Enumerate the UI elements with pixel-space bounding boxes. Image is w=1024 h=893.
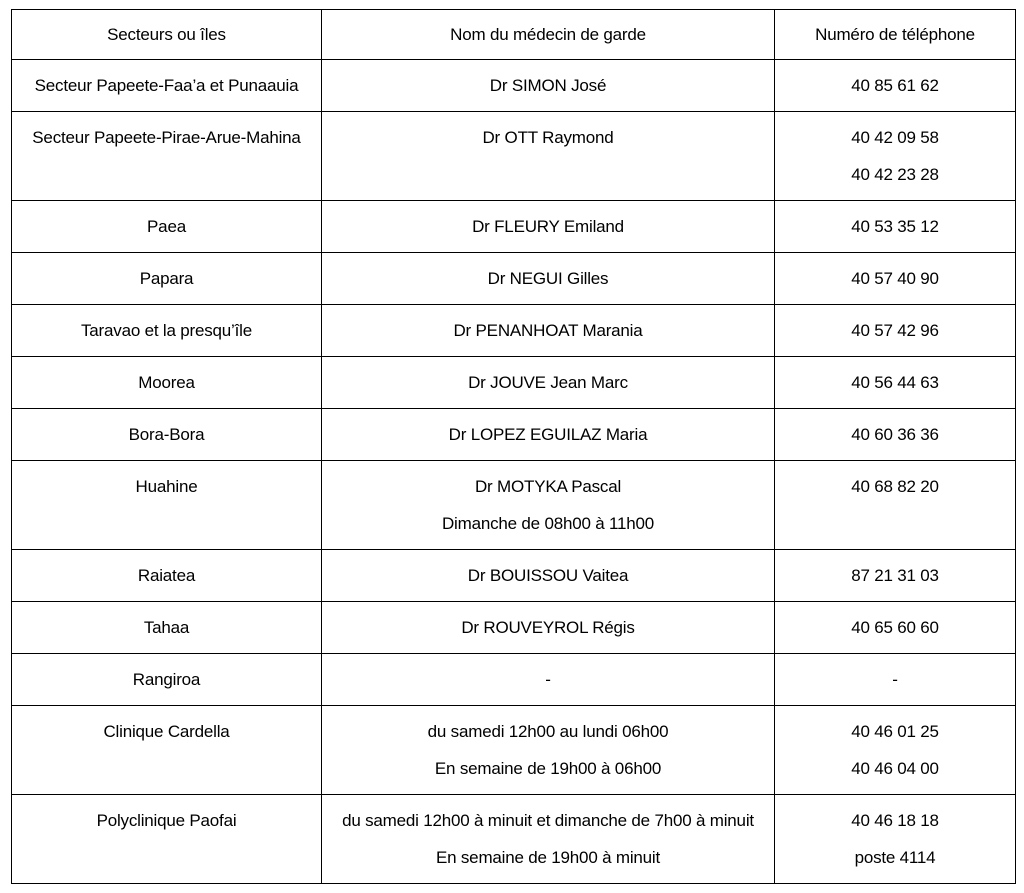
phone-cell (775, 706, 1016, 795)
header-sector: Secteurs ou îles (12, 10, 322, 60)
on-call-doctors-table (11, 9, 1016, 884)
phone-cell (775, 112, 1016, 201)
sector-cell-line: Paea (147, 217, 186, 236)
phone-cell-line: 40 85 61 62 (851, 76, 939, 95)
phone-cell (775, 550, 1016, 602)
phone-cell-line: 40 57 42 96 (851, 321, 939, 340)
phone-cell-line: 40 53 35 12 (851, 217, 939, 236)
sector-cell (12, 654, 322, 706)
table-row (12, 253, 1016, 305)
sector-cell-line: Taravao et la presqu’île (81, 321, 252, 340)
doctor-cell (322, 461, 775, 550)
sector-cell-line: Rangiroa (132, 670, 201, 689)
phone-cell (775, 201, 1016, 253)
phone-cell-line: 40 42 23 28 (851, 165, 939, 184)
table-header (12, 10, 1016, 60)
doctor-cell-line: Dr BOUISSOU Vaitea (467, 566, 629, 585)
sector-cell (12, 795, 322, 884)
phone-cell (775, 60, 1016, 112)
doctor-cell (322, 795, 775, 884)
sector-cell (12, 706, 322, 795)
doctor-cell-line: En semaine de 19h00 à 06h00 (434, 759, 662, 778)
table-row (12, 60, 1016, 112)
phone-cell-line: 40 68 82 20 (851, 477, 939, 496)
phone-cell (775, 357, 1016, 409)
sector-cell-line: Tahaa (143, 618, 190, 637)
doctor-cell-line: Dr PENANHOAT Marania (453, 321, 643, 340)
table-row (12, 706, 1016, 795)
doctor-cell-line: En semaine de 19h00 à minuit (435, 848, 661, 867)
phone-cell (775, 253, 1016, 305)
table-row (12, 795, 1016, 884)
table-row (12, 201, 1016, 253)
table-row (12, 305, 1016, 357)
phone-cell (775, 305, 1016, 357)
sector-cell (12, 112, 322, 201)
phone-cell (775, 409, 1016, 461)
doctor-cell (322, 112, 775, 201)
sector-cell-line: Raiatea (137, 566, 196, 585)
doctor-cell-line: Dr MOTYKA Pascal (474, 477, 622, 496)
table-body (12, 60, 1016, 884)
sector-cell (12, 409, 322, 461)
sector-cell-line: Bora-Bora (128, 425, 205, 444)
doctor-cell (322, 253, 775, 305)
header-phone: Numéro de téléphone (775, 10, 1016, 60)
doctor-cell-line: Dr OTT Raymond (482, 128, 614, 147)
phone-cell (775, 461, 1016, 550)
sector-cell (12, 305, 322, 357)
doctor-cell (322, 706, 775, 795)
sector-cell-line: Polyclinique Paofai (96, 811, 237, 830)
table-row (12, 602, 1016, 654)
doctor-cell (322, 602, 775, 654)
doctor-cell (322, 409, 775, 461)
phone-cell (775, 602, 1016, 654)
phone-cell-line: 40 46 04 00 (851, 759, 939, 778)
table-row (12, 550, 1016, 602)
phone-cell-line: 40 60 36 36 (851, 425, 939, 444)
phone-cell-line: 40 42 09 58 (851, 128, 939, 147)
sector-cell-line: Moorea (138, 373, 195, 392)
table-row (12, 357, 1016, 409)
doctor-cell (322, 305, 775, 357)
doctor-cell-line: Dimanche de 08h00 à 11h00 (441, 514, 655, 533)
phone-cell (775, 795, 1016, 884)
doctor-cell (322, 550, 775, 602)
doctor-cell-line: du samedi 12h00 au lundi 06h00 (427, 722, 669, 741)
table-row (12, 409, 1016, 461)
sector-cell (12, 60, 322, 112)
phone-cell-line: poste 4114 (854, 848, 936, 867)
table-row (12, 112, 1016, 201)
sector-cell (12, 201, 322, 253)
sector-cell-line: Secteur Papeete-Pirae-Arue-Mahina (32, 128, 301, 147)
doctor-cell-line: Dr SIMON José (489, 76, 607, 95)
phone-cell-line: - (892, 670, 898, 689)
doctor-cell-line: - (545, 670, 551, 689)
header-row (12, 10, 1016, 60)
phone-cell-line: 87 21 31 03 (851, 566, 939, 585)
sector-cell-line: Secteur Papeete-Faa’a et Punaauia (34, 76, 299, 95)
doctor-cell-line: du samedi 12h00 à minuit et dimanche de 7h00 à minuit (342, 811, 754, 830)
doctor-cell (322, 357, 775, 409)
sector-cell-line: Huahine (135, 477, 198, 496)
doctor-cell (322, 201, 775, 253)
phone-cell-line: 40 56 44 63 (851, 373, 939, 392)
sector-cell (12, 253, 322, 305)
header-doctor: Nom du médecin de garde (322, 10, 775, 60)
phone-cell-line: 40 46 01 25 (851, 722, 939, 741)
phone-cell-line: 40 57 40 90 (851, 269, 939, 288)
phone-cell-line: 40 65 60 60 (851, 618, 939, 637)
table-row (12, 654, 1016, 706)
sector-cell (12, 550, 322, 602)
sector-cell (12, 461, 322, 550)
phone-cell-line: 40 46 18 18 (851, 811, 939, 830)
sector-cell (12, 357, 322, 409)
table-row (12, 461, 1016, 550)
doctor-cell-line: Dr ROUVEYROL Régis (461, 618, 635, 637)
phone-cell (775, 654, 1016, 706)
doctor-cell (322, 654, 775, 706)
sector-cell (12, 602, 322, 654)
doctor-cell-line: Dr FLEURY Emiland (472, 217, 624, 236)
sector-cell-line: Clinique Cardella (103, 722, 230, 741)
doctor-cell (322, 60, 775, 112)
doctor-cell-line: Dr JOUVE Jean Marc (468, 373, 628, 392)
doctor-cell-line: Dr NEGUI Gilles (487, 269, 609, 288)
sector-cell-line: Papara (139, 269, 194, 288)
doctor-cell-line: Dr LOPEZ EGUILAZ Maria (448, 425, 648, 444)
